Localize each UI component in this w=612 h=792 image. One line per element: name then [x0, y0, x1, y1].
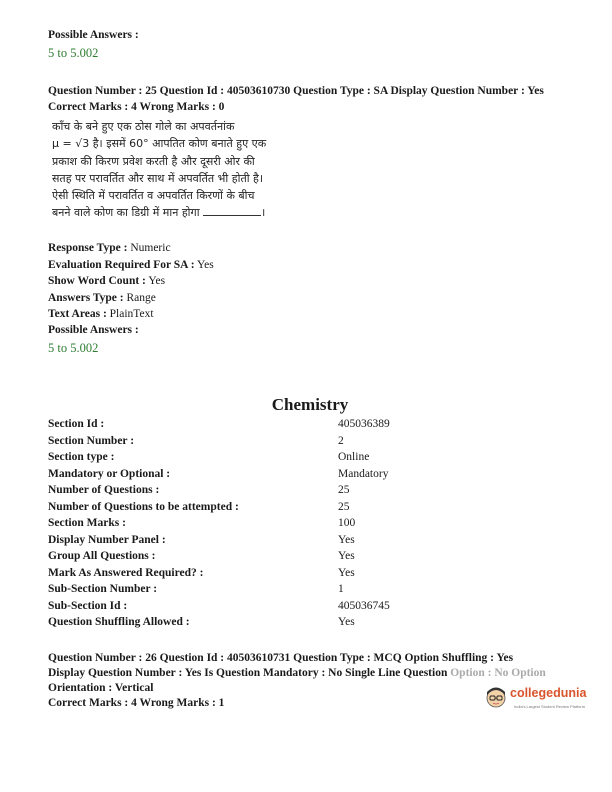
answer-blank: [203, 206, 261, 216]
section-row: Mandatory or Optional : Mandatory: [48, 467, 389, 480]
possible-answer-value: 5 to 5.002: [48, 46, 99, 60]
question-26-header: Question Number : 26 Question Id : 40503610731 Question Type : MCQ Option Shuffling : Yes: [48, 652, 514, 664]
question-line: सतह पर परावर्तित और साथ में अपवर्तित भी होती है।: [52, 171, 264, 185]
section-row: Section Marks : 100: [48, 517, 356, 529]
question-line: प्रकाश की किरण प्रवेश करती है और दूसरी ओर की: [52, 154, 255, 168]
possible-answer-value: 5 to 5.002: [48, 341, 99, 355]
section-row: Group All Questions : Yes: [48, 550, 355, 562]
section-row: Mark As Answered Required? : Yes: [48, 566, 355, 579]
section-row: Number of Questions : 25: [48, 484, 350, 496]
question-line-last: बनने वाले कोण का डिग्री में मान होगा ।: [52, 206, 266, 220]
collegedunia-logo: [484, 684, 594, 714]
section-row: Display Number Panel : Yes: [48, 533, 355, 546]
section-title: Chemistry: [271, 395, 349, 414]
question-line: ऐसी स्थिति में परावर्तित व अपवर्तित किरणों के बीच: [52, 189, 255, 203]
question-line: μ = √3 है। इसमें 60° आपतित कोण बनाते हुए एक: [52, 137, 267, 151]
question-25-meta: Response Type : Numeric Evaluation Required For SA : Yes Show Word Count : Yes Answers Type : Range Text Areas : PlainText: [48, 242, 214, 320]
section-row: Section Id : 405036389: [48, 418, 390, 430]
section-row: Section Number : 2: [48, 434, 344, 447]
section-row: Section type : Online: [48, 451, 370, 463]
question-line: काँच के बने हुए एक ठोस गोले का अपवर्तनांक: [52, 120, 235, 133]
question-26-marks: Correct Marks : 4 Wrong Marks : 1: [48, 697, 225, 709]
possible-answers-label: Possible Answers :: [48, 29, 139, 41]
question-26-orientation: Orientation : Vertical: [48, 682, 154, 694]
possible-answers-label: Possible Answers :: [48, 324, 139, 336]
section-row: Sub-Section Number : 1: [48, 583, 344, 595]
question-25-marks: Correct Marks : 4 Wrong Marks : 0: [48, 101, 225, 113]
section-row: Question Shuffling Allowed : Yes: [48, 616, 355, 628]
question-25-text: [52, 118, 312, 222]
question-25-header: Question Number : 25 Question Id : 40503610730 Question Type : SA Display Question Number : Yes: [48, 85, 544, 97]
section-row: Sub-Section Id : 405036745: [48, 599, 390, 612]
logo-tagline: India's Largest Student Review Platform: [514, 704, 586, 709]
section-row: Number of Questions to be attempted : 25: [48, 500, 350, 513]
mascot-icon: [484, 684, 508, 712]
question-26-display: Display Question Number : Yes Is Question Mandatory : No Single Line Question Option : No Option: [48, 667, 546, 679]
logo-name: collegedunia: [510, 686, 587, 700]
